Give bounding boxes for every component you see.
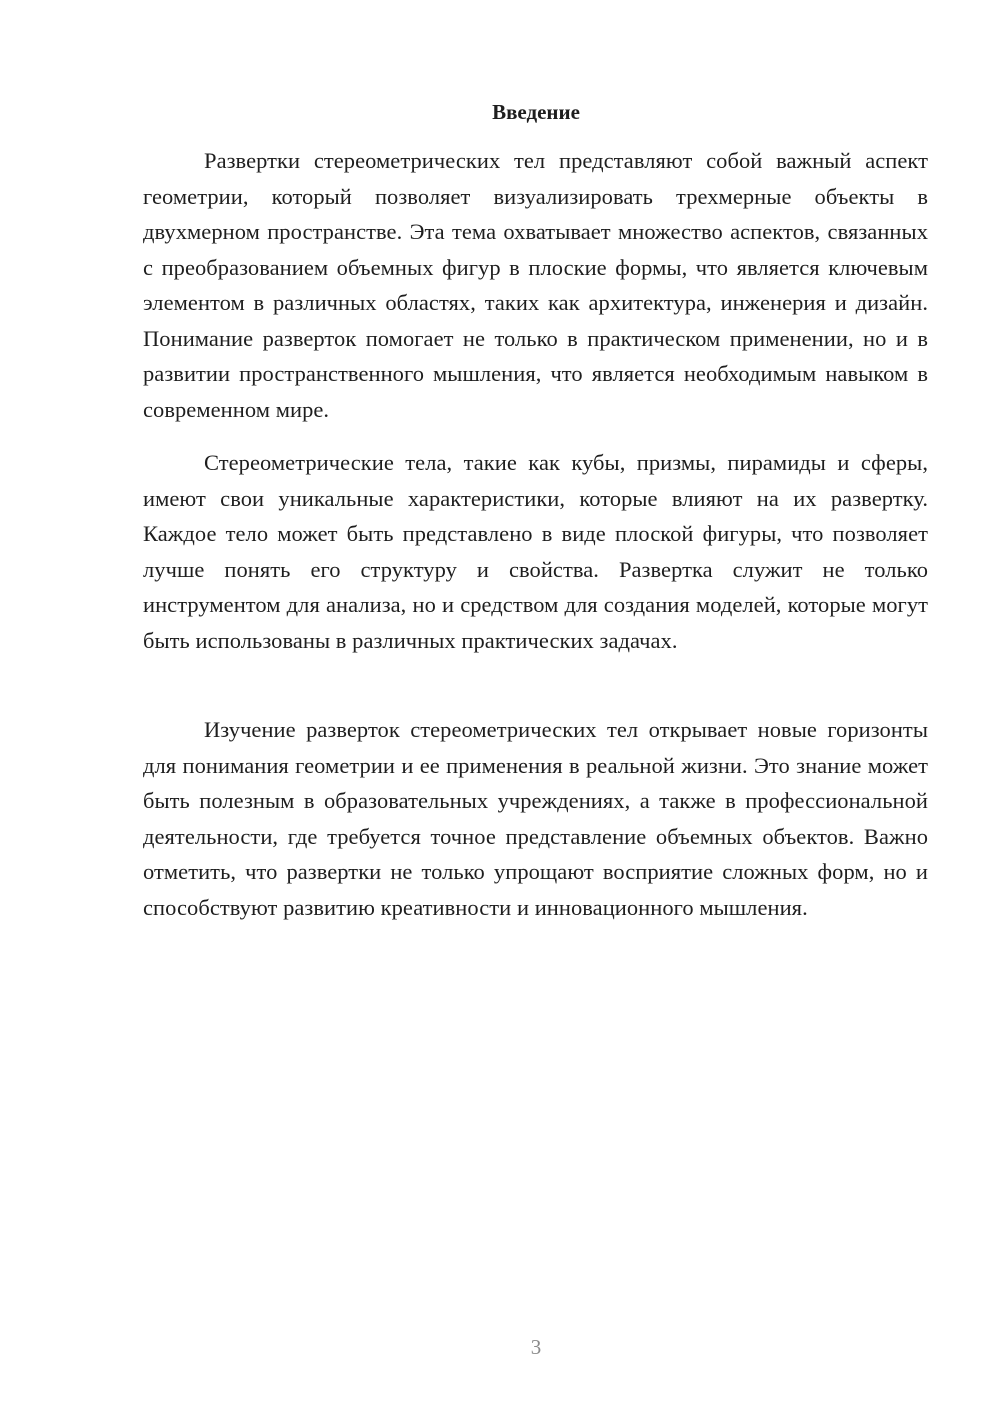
paragraph-3: Изучение разверток стереометрических тел открывает новые горизонты для понимания геометрии и ее применения в реальной жизни. Это знание может быть полезным в образовательных учреждениях, а также в профессиональной деятельности, где требуется точное представление объемных объектов. Важно отметить, что развертки не только упрощают восприятие сложных форм, но и способствуют развитию креативности и инновационного мышления. xyxy=(143,717,928,920)
page-title: Введение xyxy=(492,100,580,124)
page-number: 3 xyxy=(530,1335,542,1359)
paragraph-1: Развертки стереометрических тел представляют собой важный аспект геометрии, который позволяет визуализировать трехмерные объекты в двухмерном пространстве. Эта тема охватывает множество аспектов, связанных с преобразованием объемных фигур в плоские формы, что является ключевым элементом в различных областях, таких как архитектура, инженерия и дизайн. Понимание разверток помогает не только в практическом применении, но и в развитии пространственного мышления, что является необходимым навыком в современном мире. xyxy=(143,148,928,422)
paragraph-2: Стереометрические тела, такие как кубы, призмы, пирамиды и сферы, имеют свои уникальные характеристики, которые влияют на их развертку. Каждое тело может быть представлено в виде плоской фигуры, что позволяет лучше понять его структуру и свойства. Развертка служит не только инструментом для анализа, но и средством для создания моделей, которые могут быть использованы в различных практических задачах. xyxy=(143,450,928,653)
